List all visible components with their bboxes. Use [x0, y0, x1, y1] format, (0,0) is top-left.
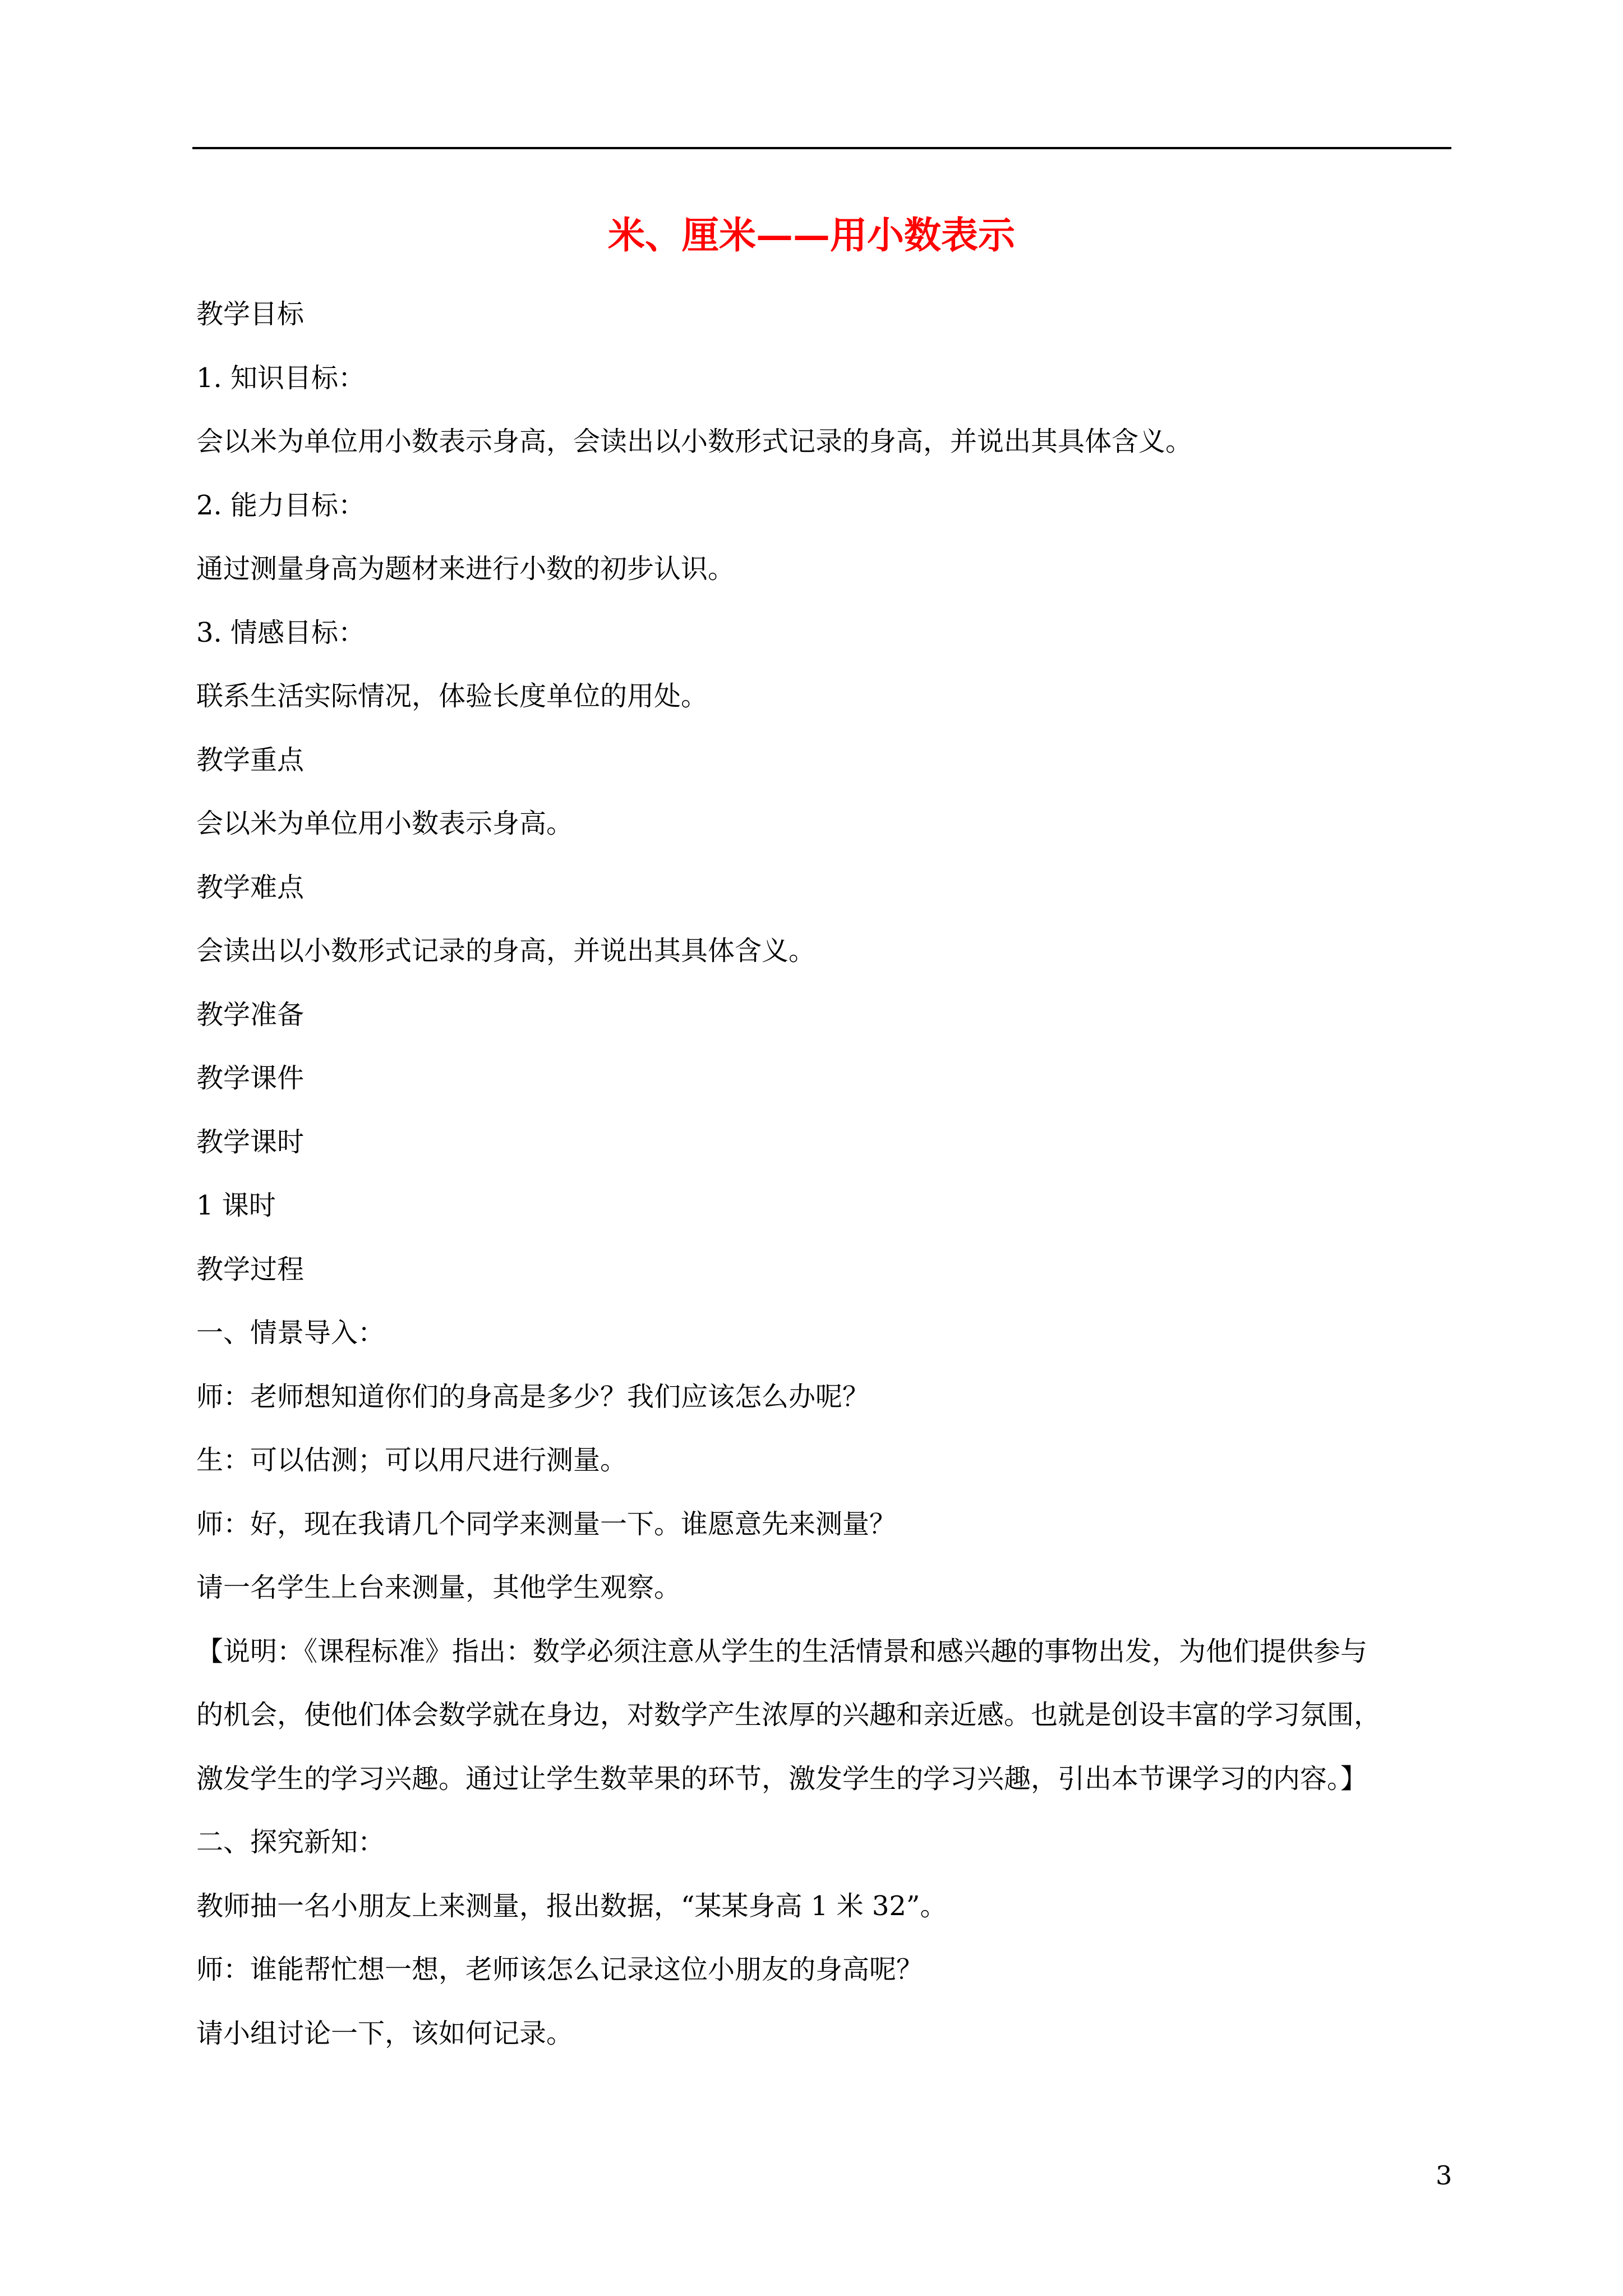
text-line: 请小组讨论一下，该如何记录。 [196, 2018, 574, 2049]
text-line: 一、情景导入： [196, 1317, 385, 1349]
text-line: 教师抽一名小朋友上来测量，报出数据，“某某身高 1 米 32”。 [196, 1890, 947, 1922]
page-number: 3 [1436, 2160, 1453, 2191]
text-line: 教学课件 [196, 1062, 305, 1094]
text-line: 师：谁能帮忙想一想，老师该怎么记录这位小朋友的身高呢？ [196, 1954, 924, 1985]
text-line: 联系生活实际情况，体验长度单位的用处。 [196, 680, 708, 712]
text-line: 师：好，现在我请几个同学来测量一下。谁愿意先来测量？ [196, 1508, 897, 1540]
text-line: 会以米为单位用小数表示身高。 [196, 808, 574, 839]
text-line: 3. 情感目标： [196, 617, 366, 648]
text-line: 的机会，使他们体会数学就在身边，对数学产生浓厚的兴趣和亲近感。也就是创设丰富的学习氛围， [196, 1699, 1381, 1731]
text-line: 会以米为单位用小数表示身高，会读出以小数形式记录的身高，并说出其具体含义。 [196, 426, 1193, 457]
text-line: 二、探究新知： [196, 1826, 385, 1858]
text-line: 1. 知识目标： [196, 362, 366, 394]
text-line: 请一名学生上台来测量，其他学生观察。 [196, 1572, 681, 1603]
text-line: 教学准备 [196, 999, 305, 1030]
header-rule [192, 147, 1451, 149]
text-line: 教学课时 [196, 1126, 305, 1158]
text-line: 教学过程 [196, 1254, 305, 1285]
text-line: 教学目标 [196, 298, 305, 330]
document-title: 米、厘米——用小数表示 [608, 213, 1015, 257]
text-line: 2. 能力目标： [196, 490, 366, 521]
text-line: 会读出以小数形式记录的身高，并说出其具体含义。 [196, 935, 816, 967]
text-line: 通过测量身高为题材来进行小数的初步认识。 [196, 553, 735, 585]
text-line: 教学重点 [196, 744, 305, 776]
text-line: 生：可以估测；可以用尺进行测量。 [196, 1444, 628, 1476]
text-line: 【说明：《课程标准》指出：数学必须注意从学生的生活情景和感兴趣的事物出发，为他们提供参与 [196, 1636, 1368, 1667]
text-line: 教学难点 [196, 872, 305, 903]
text-line: 师：老师想知道你们的身高是多少？我们应该怎么办呢？ [196, 1381, 870, 1412]
text-line: 1 课时 [196, 1190, 276, 1221]
text-line: 激发学生的学习兴趣。通过让学生数苹果的环节，激发学生的学习兴趣，引出本节课学习的内容。】 [196, 1763, 1368, 1795]
